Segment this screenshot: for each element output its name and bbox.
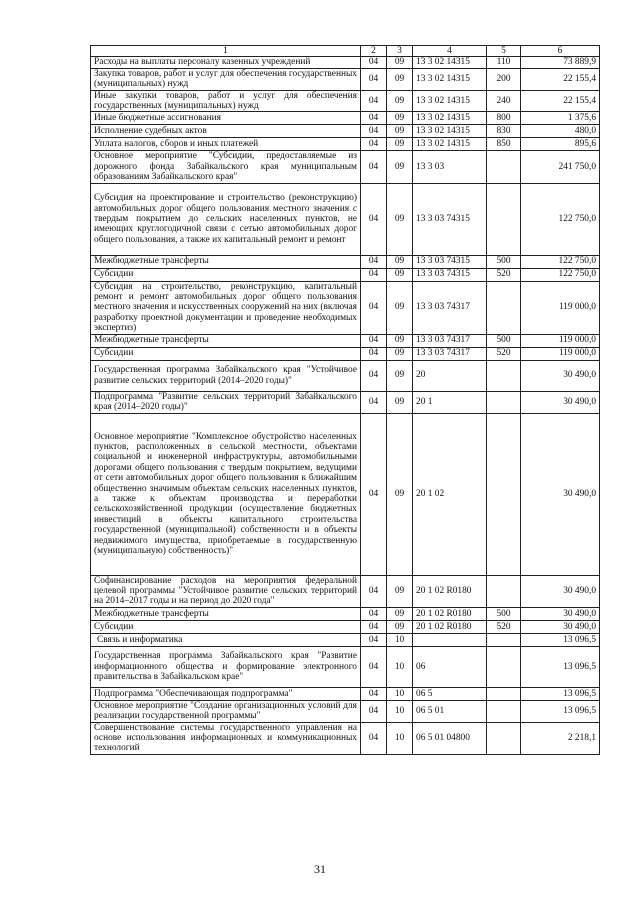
row-amount: 13 096,5: [521, 700, 600, 722]
row-section: 04: [361, 112, 387, 125]
row-section: 04: [361, 255, 387, 268]
row-subsection: 09: [387, 90, 413, 112]
row-expense-type: [487, 646, 521, 687]
row-target-article: 13 3 02 14315: [413, 138, 487, 151]
row-name: Межбюджетные трансферты: [91, 255, 361, 268]
row-subsection: 09: [387, 334, 413, 347]
budget-table-body: [91, 46, 600, 755]
row-expense-type: [487, 722, 521, 754]
row-expense-type: [487, 687, 521, 700]
row-section: 04: [361, 360, 387, 391]
header-cell: 6: [521, 46, 600, 57]
row-subsection: 10: [387, 646, 413, 687]
row-expense-type: [487, 575, 521, 607]
row-subsection: 09: [387, 391, 413, 413]
row-subsection: 09: [387, 183, 413, 255]
row-section: 04: [361, 646, 387, 687]
row-target-article: 06 5 01 04800: [413, 722, 487, 754]
row-section: 04: [361, 90, 387, 112]
row-name: Межбюджетные трансферты: [91, 607, 361, 620]
row-subsection: 09: [387, 68, 413, 90]
row-amount: 2 218,1: [521, 722, 600, 754]
row-section: 04: [361, 413, 387, 575]
row-section: 04: [361, 607, 387, 620]
row-target-article: 20: [413, 360, 487, 391]
table-row: [91, 255, 600, 268]
row-name: Основное мероприятие "Комплексное обустройство населенных пунктов, расположенных в сельской местности, объектами социальной и инженерной инфраструктуры, автомобильными дорогами общего пользования с твердым покрытием, ведущими от сети автомобильных дорог общего пользования к ближайшим общественно значимым объектам сельских населенных пунктов, а также к объектам производства и переработки сельскохозяйственной продукции (осуществление бюджетных инвестиций в объекты капитального строительства государственной (муниципальной) собственности и в объекты недвижимого имущества, приобретаемые в государственную (муниципальную) собственность)": [91, 413, 361, 575]
row-amount: 122 750,0: [521, 255, 600, 268]
row-expense-type: [487, 633, 521, 646]
row-amount: 73 889,9: [521, 57, 600, 68]
header-cell: 1: [91, 46, 361, 57]
row-subsection: 10: [387, 687, 413, 700]
row-expense-type: 520: [487, 268, 521, 281]
row-amount: 122 750,0: [521, 183, 600, 255]
row-section: 04: [361, 722, 387, 754]
row-target-article: 13 3 03: [413, 151, 487, 183]
row-subsection: 09: [387, 268, 413, 281]
row-expense-type: 200: [487, 68, 521, 90]
row-name: Субсидии: [91, 268, 361, 281]
row-name: Межбюджетные трансферты: [91, 334, 361, 347]
table-row: [91, 413, 600, 575]
row-name: Субсидия на строительство, реконструкцию, капитальный ремонт и ремонт автомобильных дорог общего пользования местного значения и искусственных сооружений на них (включая разработку проектной документации и проведение необходимых экспертиз): [91, 281, 361, 334]
table-row: [91, 112, 600, 125]
row-section: 04: [361, 151, 387, 183]
row-name: Софинансирование расходов на мероприятия федеральной целевой программы "Устойчивое развитие сельских территорий на 2014–2017 годы и на период до 2020 года": [91, 575, 361, 607]
row-section: 04: [361, 391, 387, 413]
row-subsection: 09: [387, 360, 413, 391]
row-expense-type: 110: [487, 57, 521, 68]
row-name: Субсидия на проектирование и строительство (реконструкцию) автомобильных дорог общего пользования местного значения с твердым покрытием до сельских населенных пунктов, не имеющих круглогодичной связи с сетью автомобильных дорог общего пользования, а также их капитальный ремонт и ремонт: [91, 183, 361, 255]
row-amount: 13 096,5: [521, 633, 600, 646]
row-subsection: 09: [387, 347, 413, 360]
row-name: Уплата налогов, сборов и иных платежей: [91, 138, 361, 151]
row-subsection: 09: [387, 138, 413, 151]
row-target-article: 13 3 02 14315: [413, 68, 487, 90]
row-target-article: 13 3 03 74317: [413, 347, 487, 360]
row-target-article: 20 1 02 R0180: [413, 620, 487, 633]
row-expense-type: [487, 391, 521, 413]
row-expense-type: 800: [487, 112, 521, 125]
table-row: [91, 125, 600, 138]
table-row: [91, 90, 600, 112]
column-number-header-row: [91, 46, 600, 57]
row-section: 04: [361, 687, 387, 700]
row-target-article: 13 3 02 14315: [413, 57, 487, 68]
row-section: 04: [361, 347, 387, 360]
row-subsection: 09: [387, 151, 413, 183]
row-amount: 1 375,6: [521, 112, 600, 125]
row-target-article: 13 3 03 74317: [413, 334, 487, 347]
row-target-article: 13 3 03 74315: [413, 183, 487, 255]
row-target-article: [413, 633, 487, 646]
row-expense-type: 500: [487, 255, 521, 268]
row-section: 04: [361, 68, 387, 90]
row-section: 04: [361, 57, 387, 68]
row-amount: 22 155,4: [521, 68, 600, 90]
row-expense-type: 850: [487, 138, 521, 151]
row-name: Подпрограмма "Обеспечивающая подпрограмма": [91, 687, 361, 700]
header-cell: 4: [413, 46, 487, 57]
row-subsection: 09: [387, 620, 413, 633]
row-expense-type: [487, 360, 521, 391]
row-expense-type: [487, 413, 521, 575]
table-row: [91, 391, 600, 413]
row-amount: 30 490,0: [521, 620, 600, 633]
row-target-article: 20 1: [413, 391, 487, 413]
table-row: [91, 646, 600, 687]
row-target-article: 06 5 01: [413, 700, 487, 722]
header-cell: 2: [361, 46, 387, 57]
budget-table: [90, 45, 600, 755]
row-subsection: 09: [387, 575, 413, 607]
row-expense-type: 240: [487, 90, 521, 112]
row-subsection: 10: [387, 633, 413, 646]
page-number: 31: [314, 862, 326, 876]
row-section: 04: [361, 281, 387, 334]
row-amount: 119 000,0: [521, 334, 600, 347]
row-target-article: 13 3 03 74315: [413, 268, 487, 281]
row-target-article: 06: [413, 646, 487, 687]
row-subsection: 09: [387, 57, 413, 68]
table-row: [91, 687, 600, 700]
table-row: [91, 183, 600, 255]
row-amount: 30 490,0: [521, 575, 600, 607]
table-row: [91, 68, 600, 90]
row-name: Основное мероприятие "Субсидии, предоставляемые из дорожного фонда Забайкальского края муниципальным образованиям Забайкальского края": [91, 151, 361, 183]
table-row: [91, 607, 600, 620]
row-section: 04: [361, 334, 387, 347]
row-section: 04: [361, 268, 387, 281]
row-amount: 119 000,0: [521, 281, 600, 334]
row-target-article: 13 3 03 74317: [413, 281, 487, 334]
row-amount: 30 490,0: [521, 391, 600, 413]
row-name: Субсидии: [91, 347, 361, 360]
row-target-article: 06 5: [413, 687, 487, 700]
row-name: Иные бюджетные ассигнования: [91, 112, 361, 125]
row-subsection: 09: [387, 112, 413, 125]
row-amount: 13 096,5: [521, 687, 600, 700]
row-name: Основное мероприятие "Создание организационных условий для реализации государственной программы": [91, 700, 361, 722]
table-row: [91, 347, 600, 360]
row-expense-type: 520: [487, 620, 521, 633]
row-section: 04: [361, 183, 387, 255]
table-row: [91, 138, 600, 151]
row-name: Расходы на выплаты персоналу казенных учреждений: [91, 57, 361, 68]
table-row: [91, 700, 600, 722]
row-amount: 22 155,4: [521, 90, 600, 112]
row-target-article: 20 1 02 R0180: [413, 575, 487, 607]
row-target-article: 13 3 02 14315: [413, 125, 487, 138]
row-amount: 119 000,0: [521, 347, 600, 360]
row-amount: 13 096,5: [521, 646, 600, 687]
table-row: [91, 281, 600, 334]
row-section: 04: [361, 620, 387, 633]
table-row: [91, 722, 600, 754]
row-section: 04: [361, 575, 387, 607]
table-row: [91, 57, 600, 68]
table-row: [91, 620, 600, 633]
row-subsection: 09: [387, 255, 413, 268]
row-target-article: 13 3 02 14315: [413, 90, 487, 112]
row-subsection: 09: [387, 281, 413, 334]
row-subsection: 10: [387, 722, 413, 754]
row-expense-type: [487, 281, 521, 334]
row-amount: 895,6: [521, 138, 600, 151]
row-name: Совершенствование системы государственного управления на основе использования информационных и коммуникационных технологий: [91, 722, 361, 754]
row-amount: 30 490,0: [521, 607, 600, 620]
row-expense-type: [487, 700, 521, 722]
row-target-article: 13 3 02 14315: [413, 112, 487, 125]
row-subsection: 09: [387, 413, 413, 575]
row-name: Исполнение судебных актов: [91, 125, 361, 138]
row-amount: 241 750,0: [521, 151, 600, 183]
row-amount: 30 490,0: [521, 413, 600, 575]
row-amount: 30 490,0: [521, 360, 600, 391]
row-expense-type: [487, 151, 521, 183]
row-expense-type: 500: [487, 334, 521, 347]
row-name: Государственная программа Забайкальского края "Устойчивое развитие сельских территорий (2014–2020 годы)": [91, 360, 361, 391]
row-name: Подпрограмма "Развитие сельских территорий Забайкальского края (2014–2020 годы)": [91, 391, 361, 413]
row-target-article: 20 1 02 R0180: [413, 607, 487, 620]
row-name: Закупка товаров, работ и услуг для обеспечения государственных (муниципальных) нужд: [91, 68, 361, 90]
row-section: 04: [361, 138, 387, 151]
row-amount: 480,0: [521, 125, 600, 138]
row-section: 04: [361, 633, 387, 646]
header-cell: 3: [387, 46, 413, 57]
row-expense-type: 520: [487, 347, 521, 360]
table-row: [91, 575, 600, 607]
row-target-article: 20 1 02: [413, 413, 487, 575]
row-section: 04: [361, 125, 387, 138]
row-amount: 122 750,0: [521, 268, 600, 281]
row-subsection: 10: [387, 700, 413, 722]
row-name: Государственная программа Забайкальского края "Развитие информационного общества и формирование электронного правительства в Забайкальском крае": [91, 646, 361, 687]
row-target-article: 13 3 03 74315: [413, 255, 487, 268]
row-expense-type: 830: [487, 125, 521, 138]
header-cell: 5: [487, 46, 521, 57]
row-subsection: 09: [387, 125, 413, 138]
row-subsection: 09: [387, 607, 413, 620]
table-row: [91, 151, 600, 183]
table-row: [91, 360, 600, 391]
table-row: [91, 633, 600, 646]
row-expense-type: 500: [487, 607, 521, 620]
table-row: [91, 268, 600, 281]
table-row: [91, 334, 600, 347]
row-name: Связь и информатика: [91, 633, 361, 646]
row-name: Субсидии: [91, 620, 361, 633]
row-name: Иные закупки товаров, работ и услуг для обеспечения государственных (муниципальных) нужд: [91, 90, 361, 112]
row-section: 04: [361, 700, 387, 722]
row-expense-type: [487, 183, 521, 255]
